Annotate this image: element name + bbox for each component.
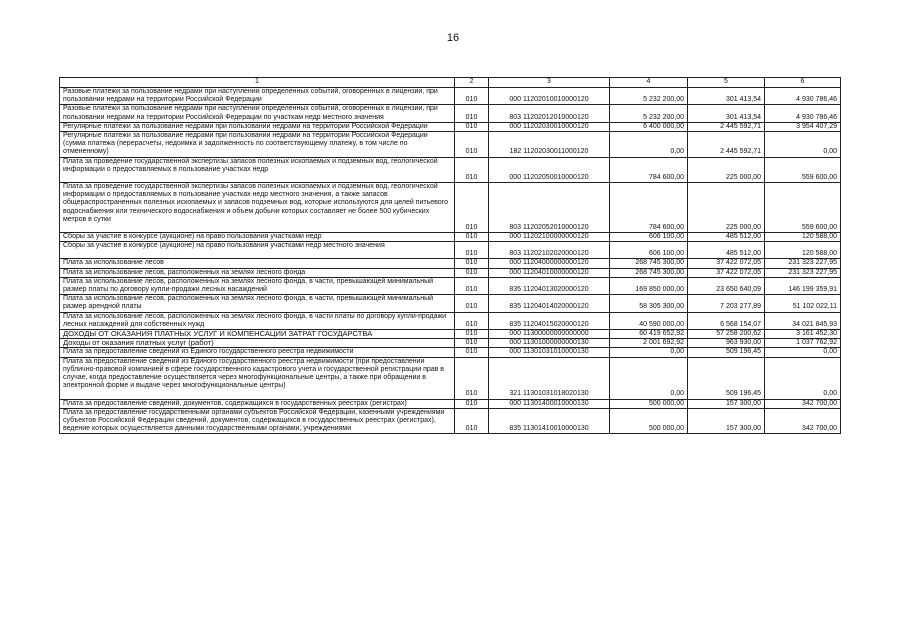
- revenue-table: [59, 77, 841, 434]
- row-name: Разовые платежи за пользование недрами при наступлении определенных событий, оговоренных в лицензии, при пользовании недрами на территории Российской Федерации: [60, 88, 455, 105]
- row-unexecuted: 231 323 227,95: [765, 259, 841, 268]
- table-row: [60, 157, 841, 182]
- row-planned: 784 600,00: [610, 183, 688, 233]
- row-name: Регулярные платежи за пользование недрами при пользовании недрами на территории Российской Федерации (сумма платежа (перерасчеты, недоимка и задолженность по соответствующему платежу, в том числе по отмененному): [60, 132, 455, 158]
- row-unexecuted: 51 102 022,11: [765, 295, 841, 312]
- row-unexecuted: 1 037 762,92: [765, 339, 841, 348]
- row-name: ДОХОДЫ ОТ ОКАЗАНИЯ ПЛАТНЫХ УСЛУГ И КОМПЕНСАЦИИ ЗАТРАТ ГОСУДАРСТВА: [60, 330, 455, 339]
- row-kbk: 803 11202102020000120: [489, 242, 610, 259]
- row-code: 010: [455, 183, 489, 233]
- row-executed: 37 422 072,05: [688, 259, 765, 268]
- row-executed: 485 512,00: [688, 233, 765, 242]
- row-planned: 169 850 000,00: [610, 277, 688, 294]
- row-unexecuted: 120 588,00: [765, 242, 841, 259]
- row-kbk: 000 11301031010000130: [489, 348, 610, 357]
- column-header: 5: [688, 78, 765, 88]
- row-kbk: 000 11204000000000120: [489, 259, 610, 268]
- table-row: [60, 105, 841, 122]
- column-header: 3: [489, 78, 610, 88]
- table-row: [60, 339, 841, 348]
- row-unexecuted: 0,00: [765, 348, 841, 357]
- table-row: [60, 268, 841, 277]
- row-code: 010: [455, 105, 489, 122]
- table-row: [60, 399, 841, 408]
- row-kbk: 000 11301000000000130: [489, 339, 610, 348]
- row-code: 010: [455, 295, 489, 312]
- row-code: 010: [455, 348, 489, 357]
- row-executed: 6 568 154,07: [688, 312, 765, 329]
- table-row: [60, 88, 841, 105]
- row-unexecuted: 146 199 359,91: [765, 277, 841, 294]
- row-name: Сборы за участие в конкурсе (аукционе) на право пользования участками недр местного значения: [60, 242, 455, 259]
- row-name: Плата за предоставление сведений из Единого государственного реестра недвижимости: [60, 348, 455, 357]
- row-name: Плата за проведение государственной экспертизы запасов полезных ископаемых и подземных вод, геологической информации о предоставляемых в пользование участках недр местного значения, а также запасов общераспространенных полезных ископаемых и запасов подземных вод, которые используются для целей питьевого водоснабжения или технического водоснабжения и объем добычи которых составляет не более 500 кубических метров в сутки: [60, 183, 455, 233]
- table-row: [60, 295, 841, 312]
- row-code: 010: [455, 330, 489, 339]
- row-code: 010: [455, 88, 489, 105]
- row-planned: 268 745 300,00: [610, 259, 688, 268]
- row-planned: 606 100,00: [610, 242, 688, 259]
- row-unexecuted: 3 954 407,29: [765, 122, 841, 131]
- row-planned: 0,00: [610, 357, 688, 399]
- row-code: 010: [455, 233, 489, 242]
- row-kbk: 182 11202030011000120: [489, 132, 610, 158]
- row-planned: 60 419 652,92: [610, 330, 688, 339]
- row-kbk: 000 11202100000000120: [489, 233, 610, 242]
- row-executed: 485 512,00: [688, 242, 765, 259]
- page-number: 16: [446, 32, 460, 44]
- table-row: [60, 312, 841, 329]
- row-planned: 58 305 300,00: [610, 295, 688, 312]
- row-kbk: 000 11301400010000130: [489, 399, 610, 408]
- row-planned: 0,00: [610, 348, 688, 357]
- row-code: 010: [455, 408, 489, 434]
- row-kbk: 000 11202030010000120: [489, 122, 610, 131]
- column-header: 4: [610, 78, 688, 88]
- table-row: [60, 122, 841, 131]
- row-kbk: 803 11202052010000120: [489, 183, 610, 233]
- row-code: 010: [455, 132, 489, 158]
- row-kbk: 000 11202050010000120: [489, 157, 610, 182]
- row-planned: 5 232 200,00: [610, 88, 688, 105]
- row-executed: 509 196,45: [688, 348, 765, 357]
- row-code: 010: [455, 122, 489, 131]
- table-row: [60, 277, 841, 294]
- row-kbk: 000 11204010000000120: [489, 268, 610, 277]
- row-planned: 2 001 692,92: [610, 339, 688, 348]
- row-code: 010: [455, 157, 489, 182]
- row-kbk: 000 11300000000000000: [489, 330, 610, 339]
- row-code: 010: [455, 277, 489, 294]
- row-name: Плата за предоставление сведений из Единого государственного реестра недвижимости (при предоставлении публично-правовой компанией в сфере государственного кадастрового учета и государственной регистрации прав в случае, когда предоставление осуществляется через многофункциональные центры, а также при обращении в электронной форме и выдаче через многофункциональные центры): [60, 357, 455, 399]
- row-name: Доходы от оказания платных услуг (работ): [60, 339, 455, 348]
- row-executed: 301 413,54: [688, 88, 765, 105]
- row-kbk: 835 11204015020000120: [489, 312, 610, 329]
- row-name: Разовые платежи за пользование недрами при наступлении определенных событий, оговоренных в лицензии, при пользовании недрами на территории Российской Федерации по участкам недр местного значения: [60, 105, 455, 122]
- row-name: Плата за использование лесов: [60, 259, 455, 268]
- row-unexecuted: 0,00: [765, 357, 841, 399]
- row-planned: 5 232 200,00: [610, 105, 688, 122]
- row-unexecuted: 3 161 452,30: [765, 330, 841, 339]
- row-kbk: 803 11202012010000120: [489, 105, 610, 122]
- row-executed: 7 203 277,89: [688, 295, 765, 312]
- row-kbk: 835 11301410010000130: [489, 408, 610, 434]
- row-name: Плата за использование лесов, расположенных на землях лесного фонда: [60, 268, 455, 277]
- table-row: [60, 259, 841, 268]
- row-unexecuted: 559 600,00: [765, 183, 841, 233]
- row-code: 010: [455, 339, 489, 348]
- row-planned: 784 600,00: [610, 157, 688, 182]
- row-planned: 606 100,00: [610, 233, 688, 242]
- row-unexecuted: 120 588,00: [765, 233, 841, 242]
- row-kbk: 835 11204013020000120: [489, 277, 610, 294]
- row-name: Сборы за участие в конкурсе (аукционе) на право пользования участками недр: [60, 233, 455, 242]
- row-executed: 509 196,45: [688, 357, 765, 399]
- row-name: Плата за проведение государственной экспертизы запасов полезных ископаемых и подземных вод, геологической информации о предоставляемых в пользование участках недр: [60, 157, 455, 182]
- row-name: Плата за предоставление государственными органами субъектов Российской Федерации, казенными учреждениями субъектов Российской Федерации сведений, документов, содержащихся в государственных реестрах (регистрах), ведение которых осуществляется данными государственными органами, учреждениями: [60, 408, 455, 434]
- row-kbk: 835 11204014020000120: [489, 295, 610, 312]
- table-row: [60, 132, 841, 158]
- row-unexecuted: 4 930 786,46: [765, 88, 841, 105]
- row-name: Регулярные платежи за пользование недрами при пользовании недрами на территории Российской Федерации: [60, 122, 455, 131]
- table-row: [60, 408, 841, 434]
- row-code: 010: [455, 242, 489, 259]
- column-numbers-row: [60, 78, 841, 88]
- column-header: 2: [455, 78, 489, 88]
- row-code: 010: [455, 312, 489, 329]
- row-code: 010: [455, 357, 489, 399]
- table-row: [60, 233, 841, 242]
- row-kbk: 000 11202010010000120: [489, 88, 610, 105]
- row-planned: 0,00: [610, 132, 688, 158]
- row-executed: 225 000,00: [688, 157, 765, 182]
- row-unexecuted: 34 021 845,93: [765, 312, 841, 329]
- row-planned: 6 400 000,00: [610, 122, 688, 131]
- table-row: [60, 183, 841, 233]
- row-executed: 37 422 072,05: [688, 268, 765, 277]
- row-code: 010: [455, 268, 489, 277]
- row-planned: 500 000,00: [610, 399, 688, 408]
- row-executed: 157 300,00: [688, 408, 765, 434]
- row-unexecuted: 0,00: [765, 132, 841, 158]
- row-executed: 57 258 200,62: [688, 330, 765, 339]
- row-planned: 500 000,00: [610, 408, 688, 434]
- table-row: [60, 357, 841, 399]
- row-name: Плата за использование лесов, расположенных на землях лесного фонда, в части, превышающей минимальный размер платы по договору купли-продажи лесных насаждений: [60, 277, 455, 294]
- row-name: Плата за использование лесов, расположенных на землях лесного фонда, в части, превышающей минимальный размер арендной платы: [60, 295, 455, 312]
- row-executed: 301 413,54: [688, 105, 765, 122]
- row-executed: 225 000,00: [688, 183, 765, 233]
- table-row: [60, 348, 841, 357]
- row-unexecuted: 342 700,00: [765, 399, 841, 408]
- table-row: [60, 242, 841, 259]
- row-kbk: 321 11301031018020130: [489, 357, 610, 399]
- row-executed: 157 300,00: [688, 399, 765, 408]
- row-unexecuted: 231 323 227,95: [765, 268, 841, 277]
- row-planned: 40 590 000,00: [610, 312, 688, 329]
- row-executed: 2 445 592,71: [688, 122, 765, 131]
- row-code: 010: [455, 399, 489, 408]
- column-header: 1: [60, 78, 455, 88]
- row-planned: 268 745 300,00: [610, 268, 688, 277]
- row-executed: 23 650 640,09: [688, 277, 765, 294]
- row-unexecuted: 342 700,00: [765, 408, 841, 434]
- row-name: Плата за использование лесов, расположенных на землях лесного фонда, в части платы по договору купли-продажи лесных насаждений для собственных нужд: [60, 312, 455, 329]
- row-executed: 963 930,00: [688, 339, 765, 348]
- row-unexecuted: 559 600,00: [765, 157, 841, 182]
- row-executed: 2 445 592,71: [688, 132, 765, 158]
- row-unexecuted: 4 930 786,46: [765, 105, 841, 122]
- row-name: Плата за предоставление сведений, документов, содержащихся в государственных реестрах (регистрах): [60, 399, 455, 408]
- row-code: 010: [455, 259, 489, 268]
- column-header: 6: [765, 78, 841, 88]
